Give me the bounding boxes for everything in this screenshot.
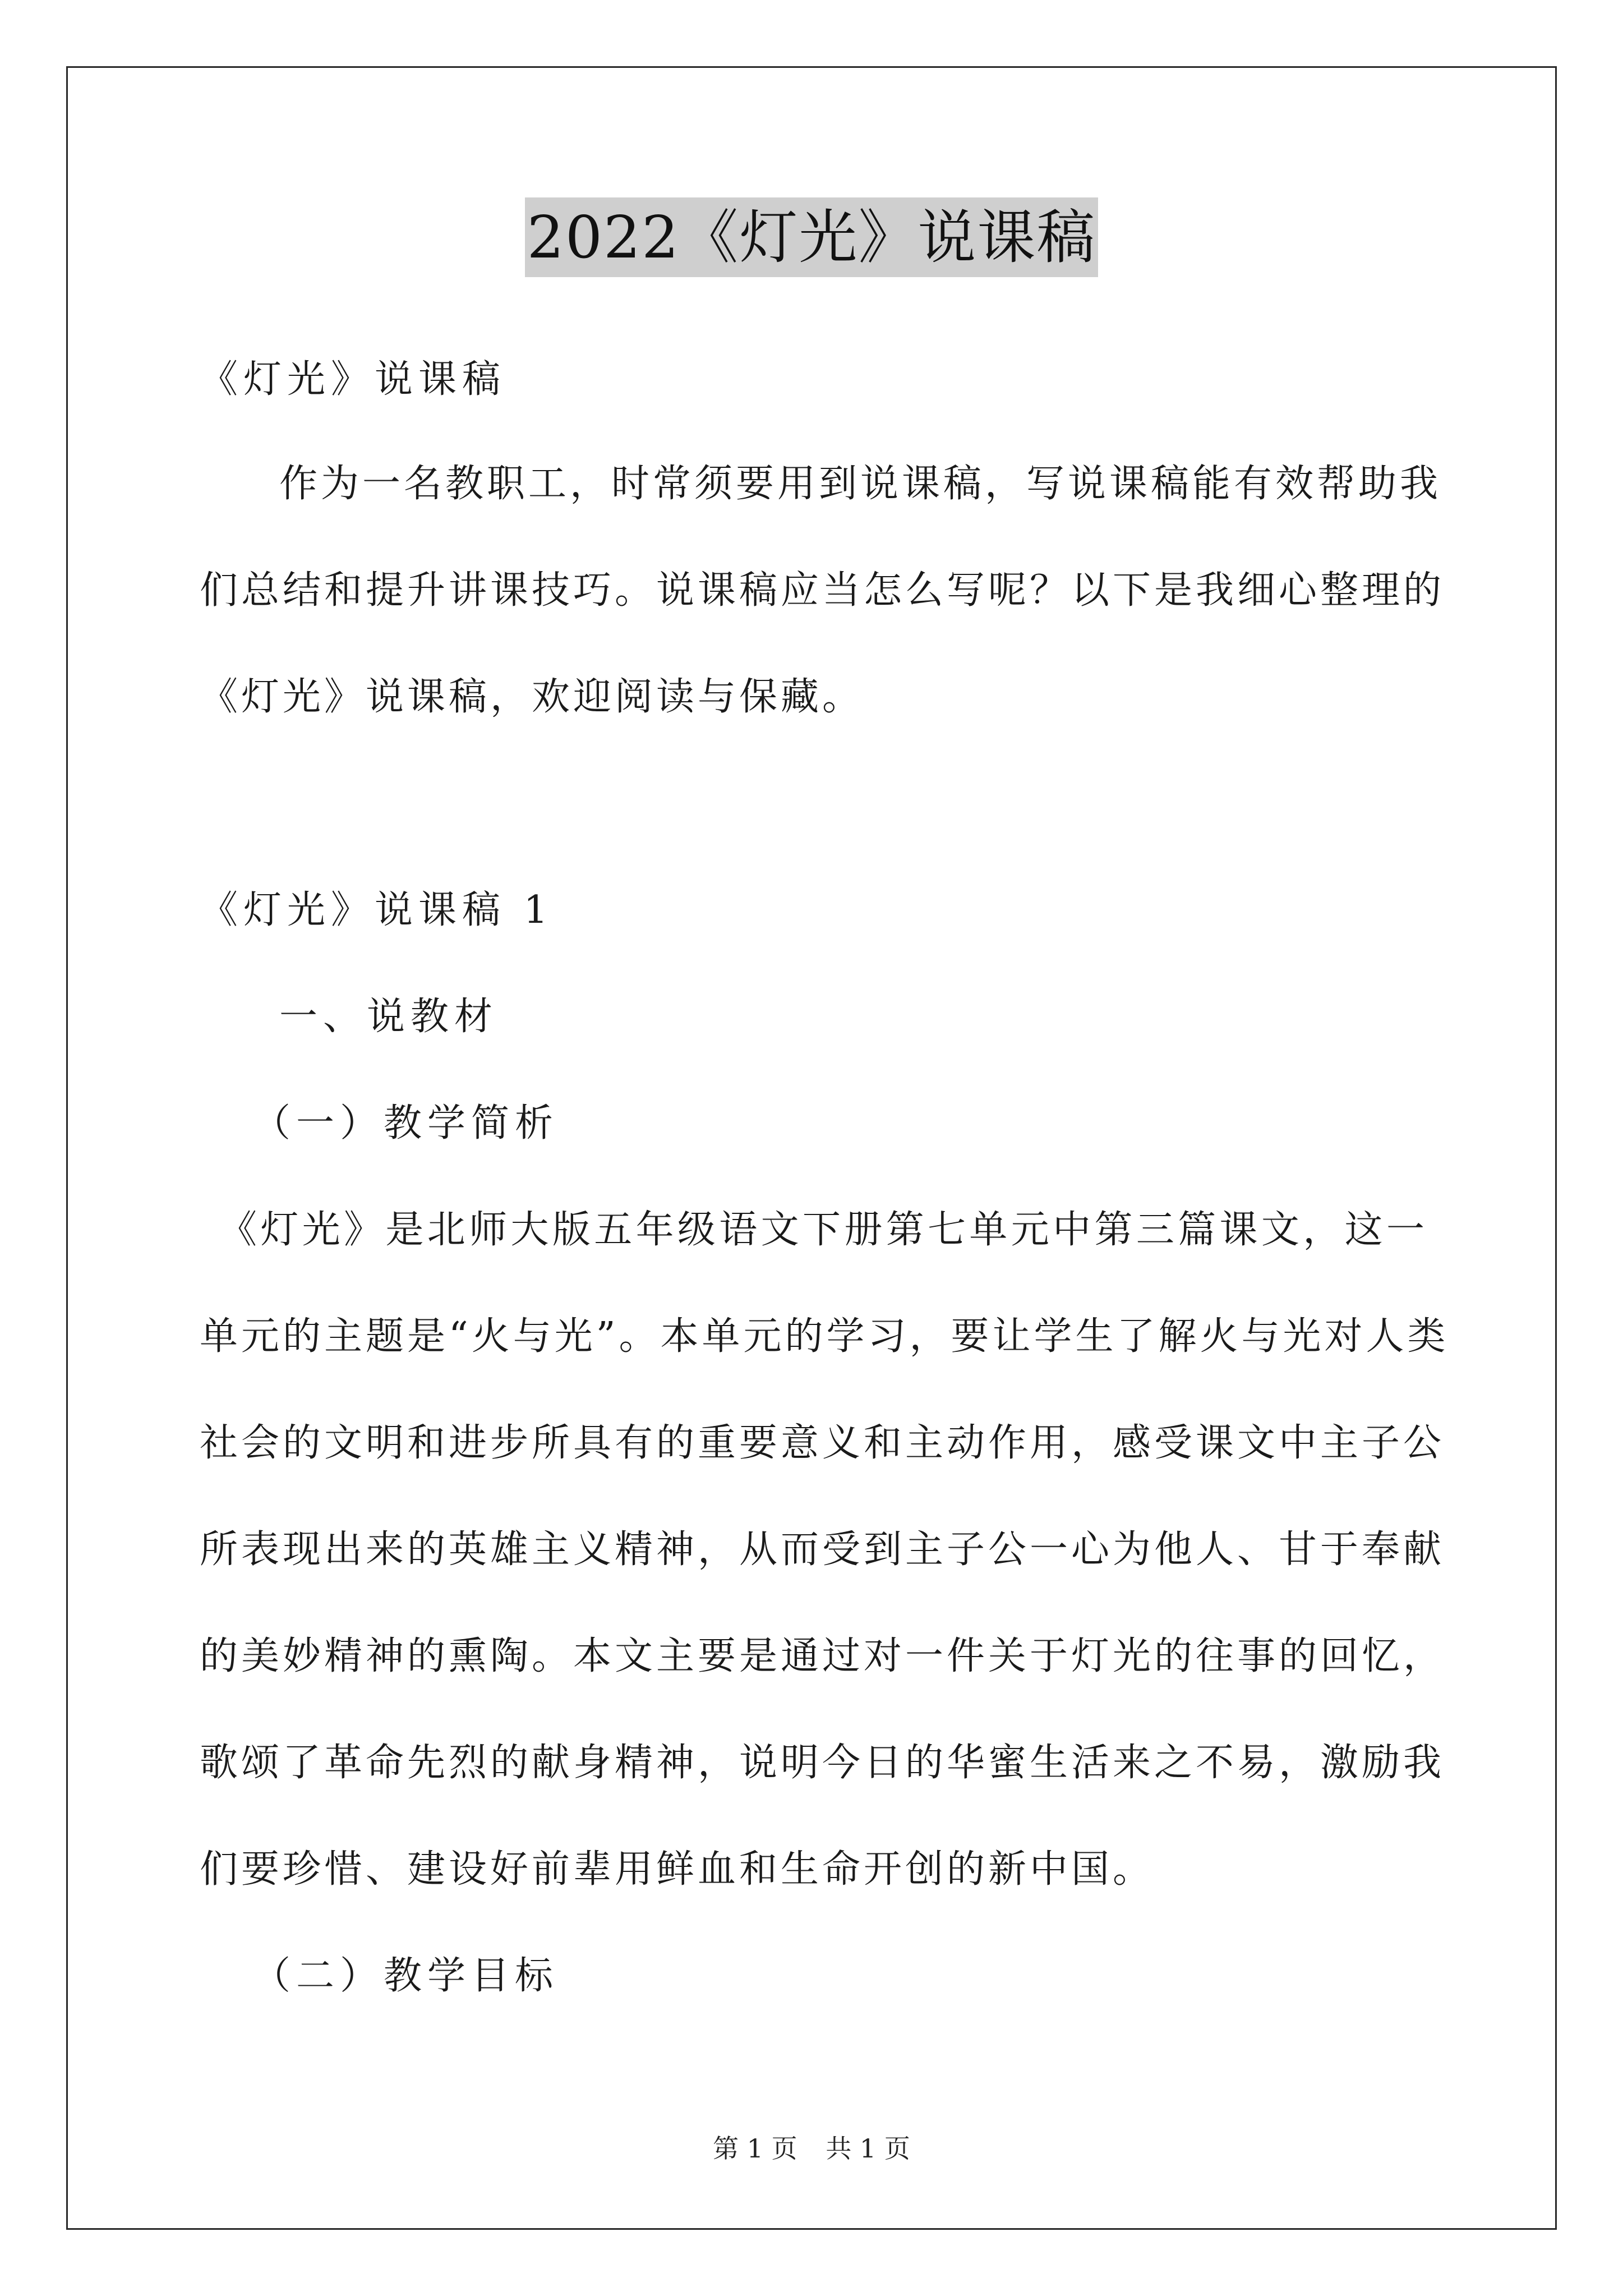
title-container xyxy=(0,197,1623,277)
intro-line-3: 《灯光》说课稿，欢迎阅读与保藏。 xyxy=(200,675,864,719)
intro-line-2: 们总结和提升讲课技巧。说课稿应当怎么写呢？以下是我细心整理的 xyxy=(200,568,1445,613)
body-line-2: 单元的主题是“火与光”。本单元的学习，要让学生了解火与光对人类 xyxy=(200,1314,1449,1359)
body-line-7: 们要珍惜、建设好前辈用鲜血和生命开创的新中国。 xyxy=(200,1847,1155,1892)
body-line-5: 的美妙精神的熏陶。本文主要是通过对一件关于灯光的往事的回忆， xyxy=(200,1634,1445,1678)
page-footer xyxy=(0,2132,1623,2165)
document-title: 2022《灯光》说课稿 xyxy=(525,197,1099,277)
heading-teaching-analysis: （一）教学简析 xyxy=(252,1101,559,1145)
body-line-6: 歌颂了革命先烈的献身精神，说明今日的华蜜生活来之不易，激励我 xyxy=(200,1741,1445,1785)
body-line-3: 社会的文明和进步所具有的重要意义和主动作用，感受课文中主子公 xyxy=(200,1421,1445,1465)
heading-teaching-goals: （二）教学目标 xyxy=(252,1954,559,1998)
subtitle: 《灯光》说课稿 xyxy=(200,357,506,402)
body-line-4: 所表现出来的英雄主义精神，从而受到主子公一心为他人、甘于奉献 xyxy=(200,1527,1445,1572)
heading-teaching-material: 一、说教材 xyxy=(279,995,499,1039)
page-total: 共 1 页 xyxy=(826,2133,910,2164)
section-title: 《灯光》说课稿 1 xyxy=(200,888,554,932)
body-line-1: 《灯光》是北师大版五年级语文下册第七单元中第三篇课文，这一 xyxy=(219,1208,1428,1252)
intro-line-1: 作为一名教职工，时常须要用到说课稿，写说课稿能有效帮助我 xyxy=(279,462,1442,506)
page-number: 第 1 页 xyxy=(713,2133,797,2164)
